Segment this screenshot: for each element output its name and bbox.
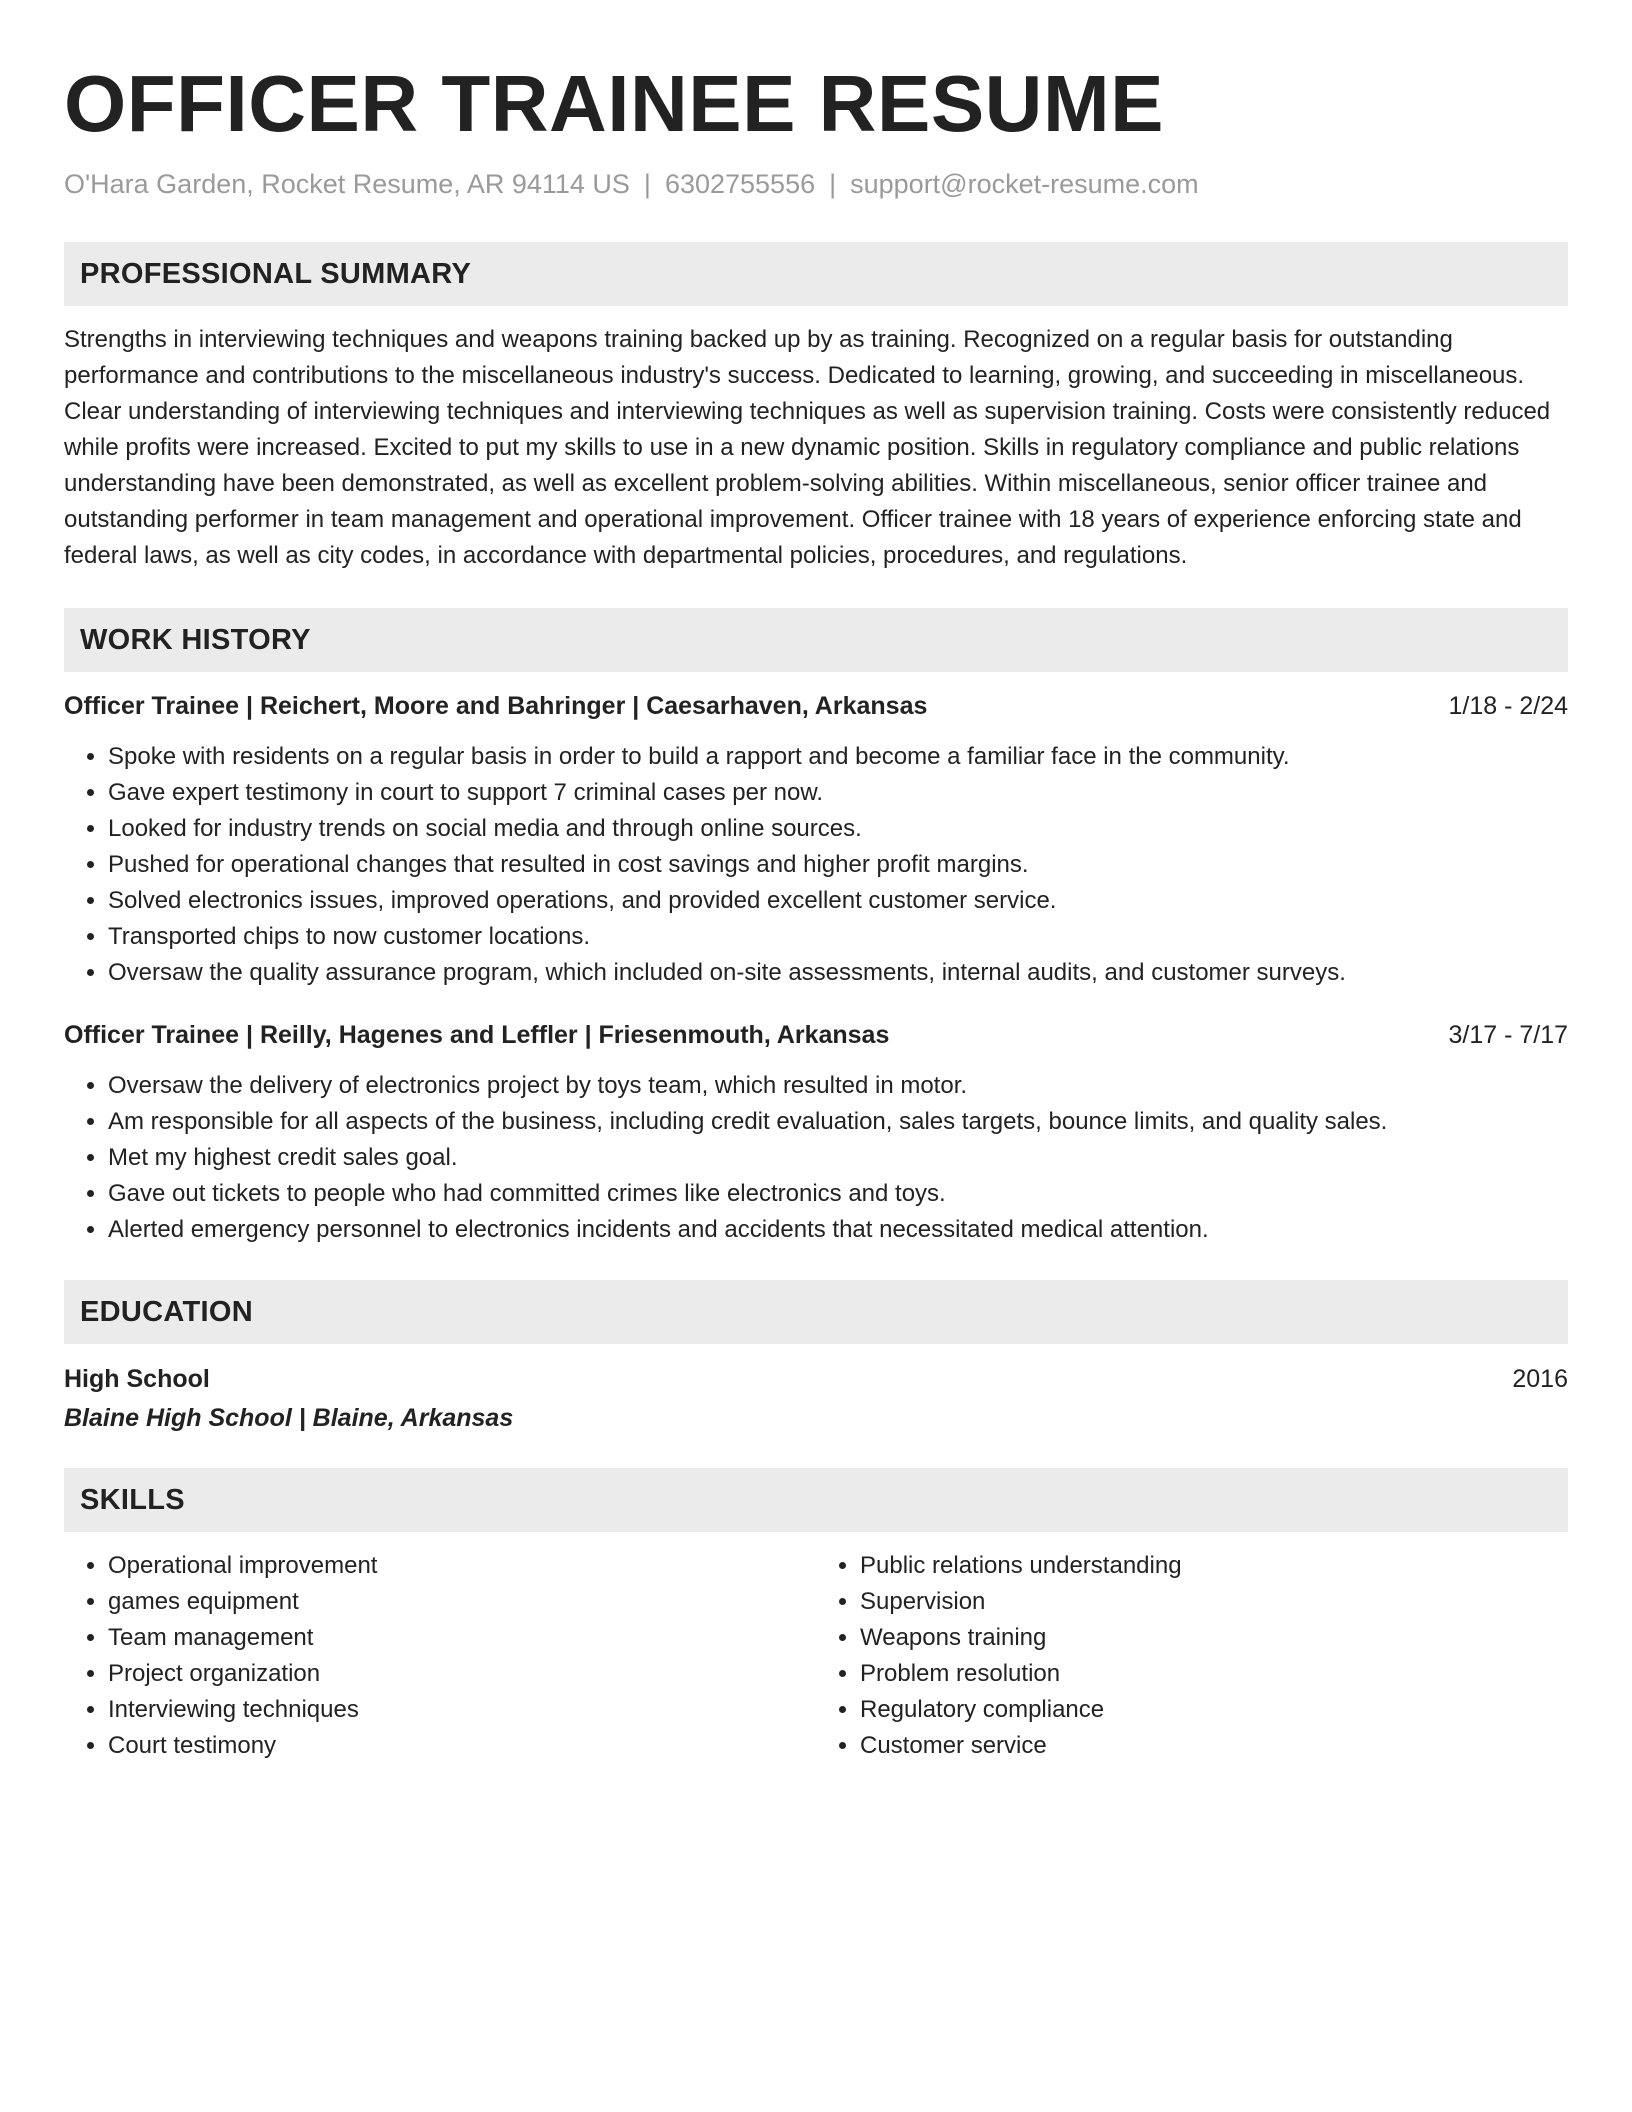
job-header <box>64 688 1568 724</box>
job-bullet: • Oversaw the quality assurance program, which included on-site assessments, internal audits, and customer surveys. <box>108 955 1568 991</box>
contact-separator: | <box>643 169 651 199</box>
education-school: Blaine High School | Blaine, Arkansas <box>64 1404 514 1432</box>
job-dates: 1/18 - 2/24 <box>1448 692 1568 720</box>
job-bullet: • Oversaw the delivery of electronics project by toys team, which resulted in motor. <box>108 1068 1568 1104</box>
job-title: Officer Trainee | Reilly, Hagenes and Leffler | Friesenmouth, Arkansas <box>64 1021 890 1049</box>
contact-phone: 6302755556 <box>664 169 816 199</box>
skill-item: • games equipment <box>108 1584 816 1620</box>
skill-item: • Customer service <box>860 1728 1568 1764</box>
job-entry <box>64 1017 1568 1248</box>
job-entry <box>64 688 1568 991</box>
job-header <box>64 1017 1568 1053</box>
skills-heading: SKILLS <box>64 1468 1568 1532</box>
contact-email: support@rocket-resume.com <box>850 169 1199 199</box>
skill-item: • Supervision <box>860 1584 1568 1620</box>
skill-item: • Interviewing techniques <box>108 1692 816 1728</box>
job-bullet-list <box>64 739 1568 991</box>
education-year: 2016 <box>1512 1365 1568 1393</box>
skill-item: • Court testimony <box>108 1728 816 1764</box>
work-history-heading: WORK HISTORY <box>64 608 1568 672</box>
contact-address: O'Hara Garden, Rocket Resume, AR 94114 US <box>64 169 630 199</box>
resume-title: OFFICER TRAINEE RESUME <box>64 59 1164 148</box>
job-title: Officer Trainee | Reichert, Moore and Bahringer | Caesarhaven, Arkansas <box>64 692 928 720</box>
summary-text: Strengths in interviewing techniques and weapons training backed up by as training. Recognized on a regular basis for outstanding performance and contributions to the miscellaneous industry's success. Dedicated to learning, growing, and succeeding in miscellaneous. Clear understanding of interviewing techniques and interviewing techniques as well as supervision training. Costs were consistently reduced while profits were increased. Excited to put my skills to use in a new dynamic position. Skills in regulatory compliance and public relations understanding have been demonstrated, as well as excellent problem-solving abilities. Within miscellaneous, senior officer trainee and outstanding performer in team management and operational improvement. Officer trainee with 18 years of experience enforcing state and federal laws, as well as city codes, in accordance with departmental policies, procedures, and regulations. <box>64 326 1551 569</box>
job-bullet: • Spoke with residents on a regular basis in order to build a rapport and become a familiar face in the community. <box>108 739 1568 775</box>
skills-list-right <box>816 1548 1568 1764</box>
skill-item: • Team management <box>108 1620 816 1656</box>
skills-columns <box>64 1548 1568 1764</box>
job-bullet: • Gave expert testimony in court to support 7 criminal cases per now. <box>108 775 1568 811</box>
job-bullet-list <box>64 1068 1568 1248</box>
job-bullet: • Transported chips to now customer locations. <box>108 919 1568 955</box>
job-bullet: • Met my highest credit sales goal. <box>108 1140 1568 1176</box>
contact-separator: | <box>829 169 837 199</box>
job-dates: 3/17 - 7/17 <box>1448 1021 1568 1049</box>
job-bullet: • Alerted emergency personnel to electronics incidents and accidents that necessitated medical attention. <box>108 1212 1568 1248</box>
job-bullet: • Solved electronics issues, improved operations, and provided excellent customer service. <box>108 883 1568 919</box>
education-degree: High School <box>64 1365 210 1393</box>
job-bullet: • Gave out tickets to people who had committed crimes like electronics and toys. <box>108 1176 1568 1212</box>
education-header <box>64 1360 1568 1398</box>
skill-item: • Project organization <box>108 1656 816 1692</box>
skill-item: • Regulatory compliance <box>860 1692 1568 1728</box>
skill-item: • Operational improvement <box>108 1548 816 1584</box>
skill-item: • Problem resolution <box>860 1656 1568 1692</box>
job-bullet: • Am responsible for all aspects of the business, including credit evaluation, sales targets, bounce limits, and quality sales. <box>108 1104 1568 1140</box>
skill-item: • Public relations understanding <box>860 1548 1568 1584</box>
summary-heading: PROFESSIONAL SUMMARY <box>64 242 1568 306</box>
skills-list-left <box>64 1548 816 1764</box>
job-bullet: • Pushed for operational changes that resulted in cost savings and higher profit margins. <box>108 847 1568 883</box>
education-heading: EDUCATION <box>64 1280 1568 1344</box>
skill-item: • Weapons training <box>860 1620 1568 1656</box>
job-bullet: • Looked for industry trends on social media and through online sources. <box>108 811 1568 847</box>
contact-line <box>64 166 1568 202</box>
